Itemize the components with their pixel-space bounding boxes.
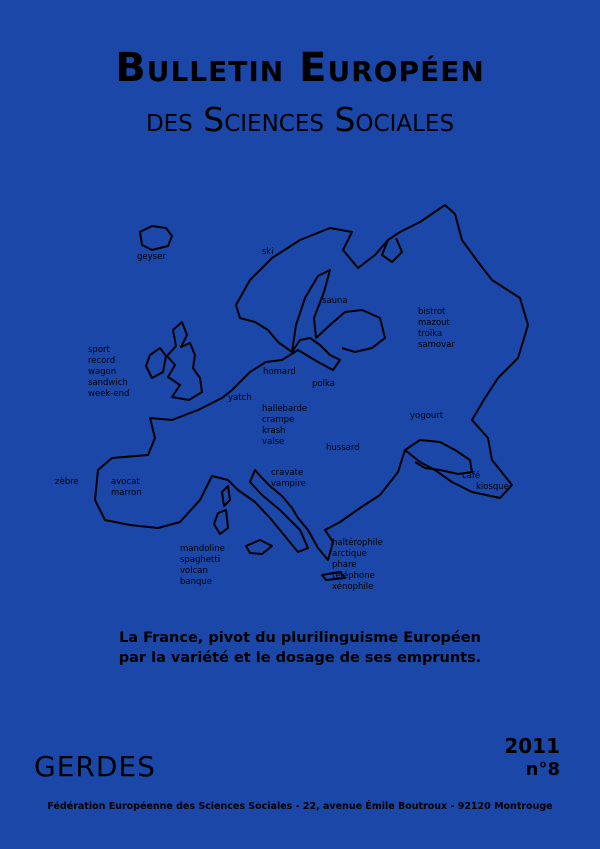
map-word: vampire: [271, 479, 306, 489]
map-word: téléphone: [332, 571, 375, 581]
map-word: polka: [312, 379, 335, 389]
great-britain-outline: [167, 322, 202, 400]
tagline-line-1: La France, pivot du plurilinguisme Européen: [119, 630, 481, 646]
map-word: arctique: [332, 549, 367, 559]
corsica-outline: [222, 486, 230, 506]
map-word: wagon: [88, 367, 117, 377]
map-word: kiosque: [476, 482, 509, 492]
map-word: samovar: [418, 340, 455, 350]
map-word: mandoline: [180, 544, 225, 554]
map-word-yatch: [228, 393, 252, 404]
map-word-homard: [263, 367, 296, 378]
map-word-yogourt: [410, 411, 443, 422]
map-word: volcan: [180, 566, 208, 576]
map-word-geyser: [137, 252, 166, 263]
map-words-croatian: [271, 468, 306, 490]
map-word: yatch: [228, 393, 252, 403]
map-word: sandwich: [88, 378, 128, 388]
map-words-german: [262, 404, 307, 448]
map-word: week-end: [88, 389, 130, 399]
map-word: hallebarde: [262, 404, 308, 414]
map-words-turkish: [462, 471, 509, 493]
map-word: yogourt: [410, 411, 444, 421]
sicily-outline: [246, 540, 272, 554]
map-word: sport: [88, 345, 110, 355]
ireland-outline: [146, 348, 166, 378]
map-word: haltérophile: [332, 538, 383, 548]
map-words-russian: [418, 307, 455, 351]
map-word: geyser: [137, 252, 166, 262]
map-words-spanish: [111, 477, 142, 499]
map-word: xénophile: [332, 582, 374, 592]
map-word: banque: [180, 577, 213, 587]
map-word: bistrot: [418, 307, 446, 317]
map-words-english: [88, 345, 129, 400]
iceland-outline: [140, 226, 172, 250]
map-word-hussard: [326, 443, 360, 454]
map-word: zèbre: [55, 477, 79, 487]
cover-tagline: [0, 628, 600, 668]
journal-title: Bulletin Européen: [115, 45, 485, 91]
map-word: troïka: [418, 329, 443, 339]
map-word: ski: [262, 247, 274, 257]
map-word: café: [462, 471, 481, 481]
issue-number: n°8: [525, 759, 560, 780]
white-sea: [382, 238, 402, 262]
tagline-line-2: par la variété et le dosage de ses emprunts.: [118, 650, 482, 666]
map-word-polka: [312, 379, 335, 390]
map-word: mazout: [418, 318, 450, 328]
map-word: homard: [263, 367, 296, 377]
map-words-italian: [180, 544, 225, 588]
issue-year: 2011: [504, 734, 560, 758]
map-word: record: [88, 356, 116, 366]
journal-subtitle: des Sciences Sociales: [145, 100, 455, 139]
map-word-sauna: [322, 296, 348, 307]
gerdes-logo: GERDES: [34, 750, 156, 783]
map-word: crampe: [262, 415, 295, 425]
map-word: krash: [262, 426, 286, 436]
map-word-ski: [262, 247, 274, 258]
map-word: marron: [111, 488, 142, 498]
map-word: hussard: [326, 443, 360, 453]
map-word: valse: [262, 437, 285, 447]
map-word: cravate: [271, 468, 304, 478]
map-word: spaghetti: [180, 555, 221, 565]
map-word: avocat: [111, 477, 140, 487]
sardinia-outline: [214, 510, 228, 534]
map-word: sauna: [322, 296, 348, 306]
map-word-zebre: [55, 477, 79, 488]
map-words-greek: [332, 538, 383, 593]
map-word: phare: [332, 560, 357, 570]
publisher-address: Fédération Européenne des Sciences Sociales - 22, avenue Émile Boutroux - 92120 Montrouge: [47, 801, 553, 812]
